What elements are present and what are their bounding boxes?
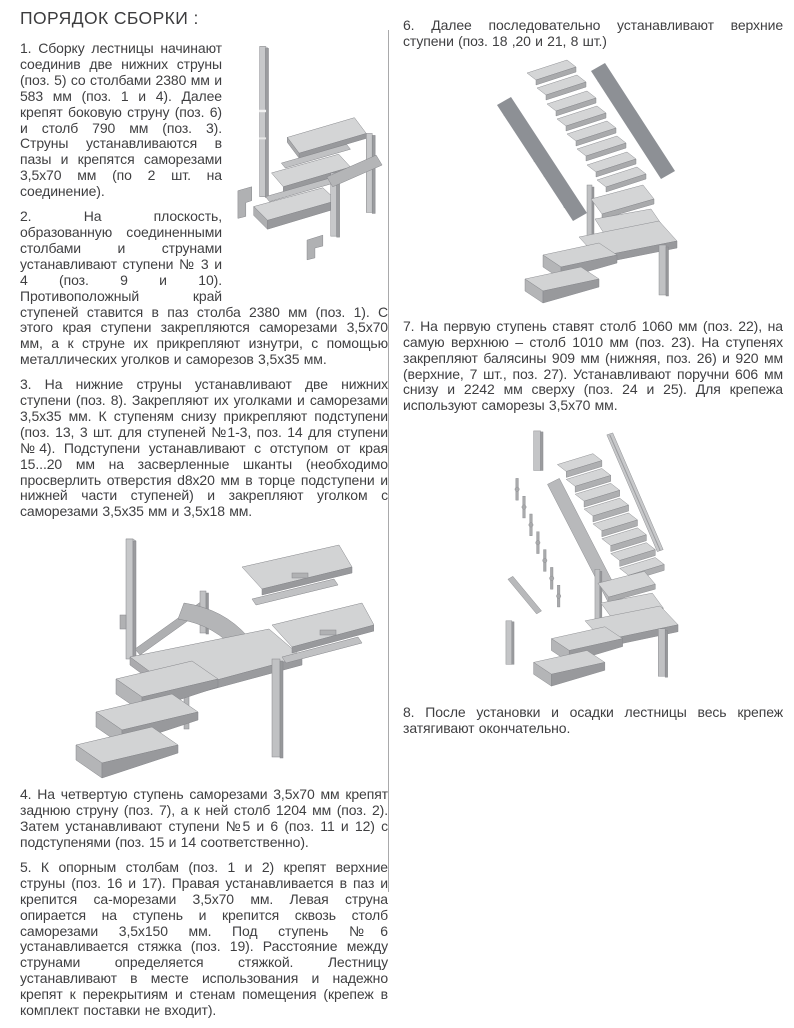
left-column: [20, 8, 388, 1028]
figure-upper-steps-assembly: [491, 59, 691, 309]
right-column: [403, 18, 783, 746]
figure-winder-assembly: [34, 529, 374, 781]
step-3-text: 3. На нижние струны устанавливают две нижних ступени (поз. 8). Закрепляют их уголками и саморезами 3,5х35 мм. К ступеням снизу прикрепляют подступени (поз. 13, 3 шт. для ступеней №1-3, поз. 14 для ступени №4). Подступени устанавливают с отступом от края 15...20 мм на засверленные шканты (необходимо просверлить отверстия d8х20 мм в торце подступени и нижней части ступеней) и закрепляют уголком с саморезами 3,5х35 мм и 3,5х18 мм.: [20, 376, 388, 520]
assembled-staircase-upper-steps-illustration: [491, 59, 691, 309]
step-1-text: 1. Сборку лестницы начинают соединив две нижних струны (поз. 5) со столбами 2380 мм и 583 мм (поз. 1 и 4). Далее крепят боковую струну (поз. 6) и столб 790 мм (поз. 3). Струны устанавливаются в пазы и крепятся саморезами 3,5х70 мм (по 2 шт. на соединение).: [20, 40, 222, 200]
column-divider: [388, 30, 389, 892]
step-4-text: 4. На четвертую ступень саморезами 3,5х70 мм крепят заднюю струну (поз. 7), а к ней столб 1204 мм (поз. 2). Затем устанавливают ступени №5 и 6 (поз. 11 и 12) с подступенями (поз. 15 и 14 соответственно).: [20, 786, 388, 850]
step-5-text: 5. К опорным столбам (поз. 1 и 2) крепят верхние струны (поз. 16 и 17). Правая устанавливается в паз и крепится са-морезами 3,5х70 мм. Левая струна опирается на ступень и крепится сквозь столб саморезами 3,5х150 мм. Под ступень №6 устанавливается стяжка (поз. 19). Расстояние между струнами определяется стяжкой. Лестницу устанавливают в месте использования и надежно крепят к перекрытиям и стенам помещения (крепеж в комплект поставки не входит).: [20, 858, 388, 1019]
step-6-text: 6. Далее последовательно устанавливают верхние ступени (поз. 18 ,20 и 21, 8 шт.): [403, 17, 783, 49]
figure-base-assembly: [230, 41, 388, 297]
lower-flight-winder-exploded-illustration: [34, 529, 374, 781]
staircase-base-exploded-illustration: [230, 41, 388, 297]
step-7-text: 7. На первую ступень ставят столб 1060 мм (поз. 22), на самую верхнюю – столб 1010 мм (поз. 23). На ступенях закрепляют балясины 909 мм (нижняя, поз. 26) и 920 мм (верхние, 7 шт., поз. 27). Устанавливают поручни 606 мм снизу и 2242 мм сверху (поз. 24 и 25). Для крепежа используют саморезы 3,5х70 мм.: [403, 317, 783, 414]
step-2-text: 2. На плоскость, образованную соединенными столбами и струнами устанавливают ступени № 3 и 4 (поз. 9 и 10). Противоположный край ступеней ставится в паз столба 2380 мм (поз. 1). С этого края ступени закрепляются саморезами 3,5х70 мм, а к струне их прикрепляют изнутри, с помощью металлических уголков и саморезов 3,5х35 мм.: [20, 208, 388, 368]
figure-railing-assembly: [495, 423, 685, 695]
step-8-text: 8. После установки и осадки лестницы весь крепеж затягивают окончательно.: [403, 704, 783, 737]
staircase-balusters-handrails-illustration: [495, 423, 685, 695]
page-title: ПОРЯДОК СБОРКИ :: [20, 8, 199, 28]
